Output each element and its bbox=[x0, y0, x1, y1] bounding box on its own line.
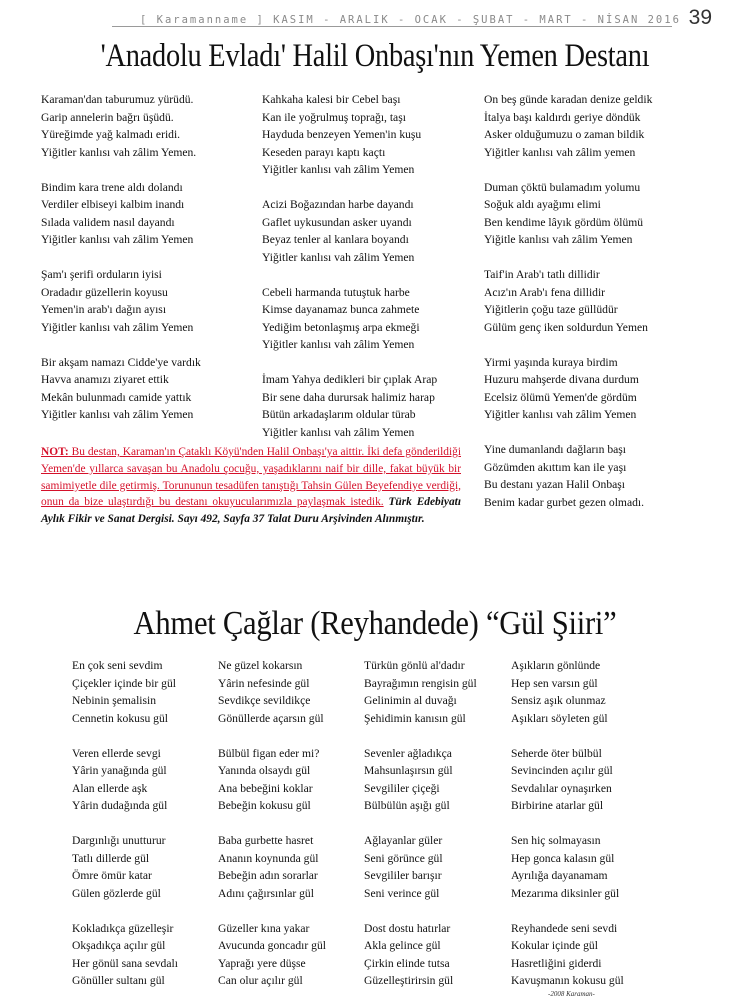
verse-line: Ömre ömür katar bbox=[72, 869, 152, 882]
verse-line: Sevgililer barışır bbox=[364, 869, 442, 882]
verse-line: İtalya başı kaldırdı geriye döndük bbox=[484, 110, 641, 124]
verse-line: Okşadıkça açılır gül bbox=[72, 939, 166, 952]
gul-column-4 bbox=[511, 657, 624, 1007]
verse-line: Sılada validem nasıl dayandı bbox=[41, 215, 175, 229]
verse-line: Garip annelerin bağrı üşüdü. bbox=[41, 110, 174, 124]
verse-line: Ayrılığa dayanamam bbox=[511, 869, 608, 882]
gul-column-1 bbox=[72, 657, 178, 1007]
verse-line: Kavuşmanın kokusu gül bbox=[511, 974, 624, 987]
verse-line: Sevdikçe sevildikçe bbox=[218, 694, 311, 707]
verse-line: Gülüm genç iken soldurdun Yemen bbox=[484, 320, 648, 334]
verse-line: Yiğitler kanlısı vah zâlim Yemen bbox=[41, 320, 194, 334]
stanza bbox=[484, 91, 652, 161]
verse-line: İmam Yahya dedikleri bir çıplak Arap bbox=[262, 373, 438, 386]
running-header bbox=[112, 8, 712, 28]
verse-line: Sen hiç solmayasın bbox=[511, 834, 601, 847]
stanza bbox=[218, 832, 326, 902]
verse-line: Mahsunlaşırsın gül bbox=[364, 764, 453, 777]
stanza bbox=[72, 832, 178, 902]
verse-line: Verdiler elbiseyi kalbim inandı bbox=[41, 198, 185, 211]
verse-line: Acız'ın Arab'ı fena dillidir bbox=[484, 285, 606, 299]
verse-line: Asker olduğumuzu o zaman bildik bbox=[484, 128, 645, 141]
verse-line: Güzelleştirirsin gül bbox=[364, 974, 454, 987]
gul-column-2 bbox=[218, 657, 326, 1007]
verse-line: Beyaz tenler al kanlara boyandı bbox=[262, 233, 409, 246]
verse-line: Yiğitler kanlısı vah zâlim Yemen. bbox=[41, 145, 197, 159]
verse-line: Bayrağımın rengisin gül bbox=[364, 676, 477, 690]
editor-note bbox=[41, 444, 461, 528]
verse-line: Ne güzel kokarsın bbox=[218, 659, 303, 672]
stanza bbox=[262, 91, 437, 179]
verse-line: Huzuru mahşerde divana durdum bbox=[484, 373, 639, 386]
verse-line: Sevenler ağladıkça bbox=[364, 746, 452, 760]
verse-line: Gönüller sultanı gül bbox=[72, 974, 165, 987]
stanza bbox=[41, 354, 201, 424]
verse-line: Benim kadar gurbet gezen olmadı. bbox=[484, 495, 645, 509]
verse-line: Bülbül figan eder mi? bbox=[218, 746, 320, 760]
verse-line: Yiğitler kanlısı vah zâlim Yemen bbox=[262, 163, 415, 176]
verse-line: Cebeli harmanda tutuştuk harbe bbox=[262, 285, 410, 299]
poem-column-1 bbox=[41, 91, 201, 441]
verse-line: Duman çöktü bulamadım yolumu bbox=[484, 180, 641, 194]
verse-line: Her gönül sana sevdalı bbox=[72, 956, 178, 970]
verse-line: Ananın koynunda gül bbox=[218, 851, 319, 865]
verse-line: Kimse dayanamaz bunca zahmete bbox=[262, 303, 420, 316]
stanza bbox=[41, 91, 201, 161]
verse-line: Aşıkların gönlünde bbox=[511, 659, 601, 672]
verse-line: Taif'in Arab'ı tatlı dillidir bbox=[484, 268, 600, 281]
page-number: 39 bbox=[688, 6, 712, 29]
verse-line: Keseden parayı kaptı kaçtı bbox=[262, 145, 386, 159]
stanza bbox=[72, 657, 178, 727]
note-source: Türk Edebiyatı Aylık Fikir ve Sanat Dergisi. Sayı 492, Sayfa 37 Talat Duru Arşivinden Alınmıştır. bbox=[41, 496, 461, 526]
verse-line: Kokladıkça güzelleşir bbox=[72, 921, 174, 935]
verse-line: Kokular içinde gül bbox=[511, 939, 598, 952]
verse-line: Şam'ı şerifi orduların iyisi bbox=[41, 268, 162, 281]
verse-line: Yiğitler kanlısı vah zâlim Yemen bbox=[262, 338, 415, 351]
verse-line: Akla gelince gül bbox=[364, 939, 441, 952]
verse-line: Ben kendime lâyık gördüm ölümü bbox=[484, 215, 644, 229]
article-title-destan: 'Anadolu Evladı' Halil Onbaşı'nın Yemen Destanı bbox=[100, 38, 650, 74]
stanza bbox=[262, 371, 437, 441]
stanza bbox=[41, 179, 201, 249]
stanza bbox=[72, 745, 178, 815]
running-title: [ Karamanname ] KASIM - ARALIK - OCAK - ŞUBAT - MART - NİSAN 2016 bbox=[140, 14, 681, 26]
poem-column-3 bbox=[484, 91, 652, 529]
verse-line: Bütün arkadaşlarım oldular türab bbox=[262, 408, 416, 421]
verse-line: Bülbülün aşığı gül bbox=[364, 799, 450, 812]
verse-line: Ana bebeğini koklar bbox=[218, 781, 313, 795]
verse-line: Yiğitler kanlısı vah zâlim Yemen bbox=[41, 408, 194, 421]
stanza bbox=[218, 657, 326, 727]
verse-line: Havva anamızı ziyaret ettik bbox=[41, 373, 169, 386]
verse-line: Dargınlığı unutturur bbox=[72, 834, 166, 847]
verse-line: On beş günde karadan denize geldik bbox=[484, 93, 653, 106]
verse-line: Kan ile yoğrulmuş toprağı, taşı bbox=[262, 110, 406, 124]
verse-line: Hep gonca kalasın gül bbox=[511, 851, 615, 865]
stanza bbox=[364, 832, 477, 902]
verse-line: Gelinimin al duvağı bbox=[364, 694, 457, 707]
verse-line: Yiğitler kanlısı vah zâlim Yemen bbox=[262, 425, 415, 439]
stanza bbox=[262, 284, 437, 354]
verse-line: Çiçekler içinde bir gül bbox=[72, 676, 176, 690]
verse-line: Kahkaha kalesi bir Cebel başı bbox=[262, 93, 401, 106]
verse-line: Yârin dudağında gül bbox=[72, 799, 168, 812]
stanza bbox=[364, 657, 477, 727]
verse-line: Sensiz aşık olunmaz bbox=[511, 694, 606, 707]
poem-column-2 bbox=[262, 91, 437, 459]
header-rule bbox=[112, 26, 672, 27]
verse-line: Sevincinden açılır gül bbox=[511, 764, 613, 777]
verse-line: Bebeğin kokusu gül bbox=[218, 799, 311, 812]
verse-line: Yirmi yaşında kuraya birdim bbox=[484, 355, 618, 369]
verse-line: Yiğitler kanlısı vah zâlim Yemen bbox=[484, 408, 637, 421]
stanza bbox=[511, 832, 624, 902]
verse-line: Oradadır güzellerin koyusu bbox=[41, 285, 168, 299]
verse-line: Gözümden akıttım kan ile yaşı bbox=[484, 460, 627, 474]
stanza bbox=[72, 920, 178, 990]
verse-line: Hayduda benzeyen Yemen'in kuşu bbox=[262, 128, 422, 141]
stanza bbox=[484, 179, 652, 249]
verse-line: Gülen gözlerde gül bbox=[72, 886, 161, 900]
verse-line: Gönüllerde açarsın gül bbox=[218, 711, 324, 725]
verse-line: Avucunda goncadır gül bbox=[218, 939, 326, 952]
stanza bbox=[218, 920, 326, 990]
stanza bbox=[364, 745, 477, 815]
verse-line: Yaprağı yere düşse bbox=[218, 956, 306, 970]
gul-column-3 bbox=[364, 657, 477, 1007]
verse-line: Çirkin elinde tutsa bbox=[364, 956, 450, 970]
stanza bbox=[41, 266, 201, 336]
stanza bbox=[262, 196, 437, 266]
verse-line: Nebinin şemalisin bbox=[72, 694, 157, 707]
verse-line: Seherde öter bülbül bbox=[511, 746, 602, 760]
verse-line: Ağlayanlar güler bbox=[364, 834, 443, 847]
verse-line: Yârin yanağında gül bbox=[72, 764, 167, 777]
stanza bbox=[484, 441, 652, 511]
verse-line: Dost dostu hatırlar bbox=[364, 921, 451, 935]
verse-line: Bindim kara trene aldı dolandı bbox=[41, 180, 183, 194]
verse-line: Bebeğin adın sorarlar bbox=[218, 869, 318, 882]
note-label: NOT: bbox=[41, 446, 69, 458]
verse-line: Yiğitler kanlısı vah zâlim yemen bbox=[484, 145, 636, 159]
verse-line: Sevdalılar oynaşırken bbox=[511, 781, 612, 795]
verse-line: Can olur açılır gül bbox=[218, 974, 303, 987]
verse-line: Hep sen varsın gül bbox=[511, 676, 598, 690]
verse-line: Bir akşam namazı Cidde'ye vardık bbox=[41, 355, 201, 369]
verse-line: Baba gurbette hasret bbox=[218, 834, 314, 847]
verse-line: Yiğitler kanlısı vah zâlim Yemen bbox=[262, 250, 415, 264]
verse-line: Reyhandede seni sevdi bbox=[511, 921, 618, 935]
verse-line: Yine dumanlandı dağların başı bbox=[484, 443, 626, 456]
stanza bbox=[484, 266, 652, 336]
stanza bbox=[364, 920, 477, 990]
stanza bbox=[511, 657, 624, 727]
verse-line: Alan ellerde aşk bbox=[72, 781, 148, 795]
verse-line: Yüreğimde yağ kalmadı eridi. bbox=[41, 128, 181, 141]
verse-line: Gaflet uykusundan asker uyandı bbox=[262, 215, 412, 229]
verse-line: Veren ellerde sevgi bbox=[72, 746, 161, 760]
verse-line: En çok seni sevdim bbox=[72, 659, 163, 672]
verse-line: Cennetin kokusu gül bbox=[72, 711, 168, 725]
verse-line: Birbirine atarlar gül bbox=[511, 799, 604, 812]
verse-line: Güzeller kına yakar bbox=[218, 921, 310, 935]
verse-line: Yiğitlerin çoğu taze güllüdür bbox=[484, 303, 618, 316]
poem-signature: -2008 Karaman- bbox=[548, 990, 595, 998]
stanza bbox=[511, 745, 624, 815]
verse-line: Bu destanı yazan Halil Onbaşı bbox=[484, 478, 626, 491]
verse-line: Yediğim betonlaşmış arpa ekmeği bbox=[262, 320, 420, 334]
verse-line: Sevgililer çiçeği bbox=[364, 781, 440, 795]
verse-line: Soğuk aldı ayağımı elimi bbox=[484, 198, 601, 211]
verse-line: Türkün gönlü al'dadır bbox=[364, 659, 465, 672]
verse-line: Yanında olsaydı gül bbox=[218, 764, 311, 777]
verse-line: Yiğitle kanlısı vah zâlim Yemen bbox=[484, 233, 633, 246]
verse-line: Yârin nefesinde gül bbox=[218, 676, 310, 690]
stanza bbox=[484, 354, 652, 424]
note-text: Bu destan, Karaman'ın Çataklı Köyü'nden Halil Onbaşı'ya aittir. İki defa gönderildiği Yemen'de yıllarca savaşan bu Anadolu çocuğu, yaşadıklarını naif bir dille, fakat büyük bir samimiyetle dile getirmiş. Torununun tesadüfen tanıştığı Tahsin Gülen Beyefendiye verdiği, onun da bize ulaştırdığı bu destanı okuyucularımızla paylaşmak istedik. bbox=[41, 446, 461, 509]
verse-line: Şehidimin kanısın gül bbox=[364, 711, 466, 725]
verse-line: Aşıkları söyleten gül bbox=[511, 711, 608, 725]
verse-line: Adını çağırsınlar gül bbox=[218, 886, 314, 900]
verse-line: Mekân bulunmadı camide yattık bbox=[41, 390, 192, 404]
article-title-gul-siiri: Ahmet Çağlar (Reyhandede) “Gül Şiiri” bbox=[133, 605, 617, 642]
verse-line: Seni görünce gül bbox=[364, 851, 443, 865]
verse-line: Mezarıma diksinler gül bbox=[511, 886, 620, 900]
stanza bbox=[218, 745, 326, 815]
verse-line: Bir sene daha durursak halimiz harap bbox=[262, 390, 435, 404]
verse-line: Acizi Boğazından harbe dayandı bbox=[262, 198, 414, 211]
stanza bbox=[511, 920, 624, 990]
verse-line: Seni verince gül bbox=[364, 886, 440, 900]
verse-line: Yemen'in arab'ı dağın ayısı bbox=[41, 303, 167, 316]
verse-line: Karaman'dan taburumuz yürüdü. bbox=[41, 93, 194, 106]
verse-line: Ecelsiz ölümü Yemen'de gördüm bbox=[484, 390, 637, 404]
verse-line: Yiğitler kanlısı vah zâlim Yemen bbox=[41, 233, 194, 246]
verse-line: Tatlı dillerde gül bbox=[72, 851, 150, 865]
verse-line: Hasretliğini giderdi bbox=[511, 956, 602, 970]
